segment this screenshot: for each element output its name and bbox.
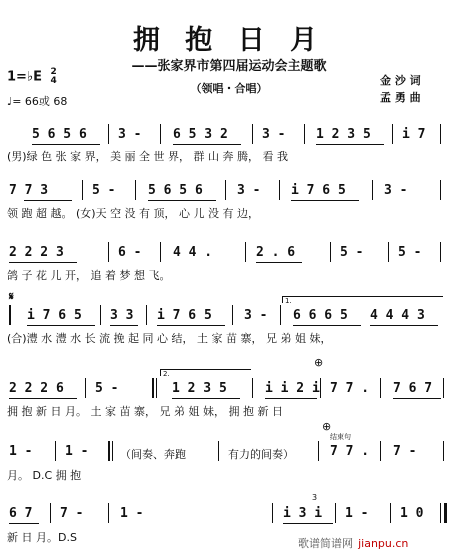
lyrics-line-4: (合)澧 水 澧 水 长 流 挽 起 同 心 结， 土 家 苗 寨， 兄 弟 姐 妹， <box>7 332 332 345</box>
measure-7-5: 1 - <box>345 506 369 521</box>
song-subtitle: ——张家界市第四届运动会主题歌 <box>131 59 327 74</box>
measure-5-1: 2 2 2 6 <box>9 381 64 396</box>
volta-2 <box>160 369 251 376</box>
volta-1 <box>282 296 443 303</box>
watermark-text: 歌谱简谱网 <box>298 537 353 550</box>
measure-7-1: 6 7 <box>9 506 33 521</box>
measure-4-1: i 7 6 5 <box>27 308 82 323</box>
measure-1-3: 6 5 3 2 <box>173 127 228 142</box>
key-signature <box>7 68 57 86</box>
performance-form: （领唱・合唱） <box>190 82 268 95</box>
volta-1-label: 1. <box>285 297 292 305</box>
measure-6-5: 7 7 . <box>330 444 370 459</box>
time-signature <box>50 68 56 86</box>
interlude-text-1: （间奏、奔跑 <box>120 448 186 461</box>
measure-2-4: 3 - <box>237 183 261 198</box>
measure-3-4: 2 . 6 <box>256 245 296 260</box>
measure-2-3: 5 6 5 6 <box>148 183 203 198</box>
time-top: 2 <box>50 67 57 77</box>
measure-7-3: 1 - <box>120 506 144 521</box>
composer-credit: 孟 勇 曲 <box>380 91 421 104</box>
measure-3-6: 5 - <box>398 245 422 260</box>
lyrics-line-7: 新 日 月。D.S <box>7 531 77 544</box>
measure-1-2: 3 - <box>118 127 142 142</box>
coda-label: 结束句 <box>330 433 351 441</box>
lyrics-line-3: 鸽 子 花 儿 开， 追 着 梦 想 飞。 <box>7 269 171 282</box>
measure-2-1: 7 7 3 <box>9 183 49 198</box>
volta-2-label: 2. <box>163 370 170 378</box>
measure-7-2: 7 - <box>60 506 84 521</box>
measure-1-6: i 7 <box>402 127 426 142</box>
measure-5-2: 5 - <box>95 381 119 396</box>
measure-6-1: 1 - <box>9 444 33 459</box>
measure-7-6: 1 0 <box>400 506 424 521</box>
measure-3-1: 2 2 2 3 <box>9 245 64 260</box>
measure-6-2: 1 - <box>65 444 89 459</box>
interlude-text-2: 有力的间奏） <box>228 448 294 461</box>
measure-7-4: i 3 i <box>283 506 323 521</box>
measure-2-2: 5 - <box>92 183 116 198</box>
coda-icon: ⊕ <box>314 356 324 369</box>
time-bottom: 4 <box>50 76 57 86</box>
lyricist-credit: 金 沙 词 <box>380 74 421 87</box>
triplet-mark: 3 <box>312 493 318 502</box>
segno-icon: 𝄋 <box>9 290 14 303</box>
measure-3-5: 5 - <box>340 245 364 260</box>
coda-icon-2: ⊕ <box>322 420 332 433</box>
measure-4-3: i 7 6 5 <box>157 308 212 323</box>
measure-1-4: 3 - <box>262 127 286 142</box>
watermark <box>298 532 408 551</box>
measure-6-6: 7 - <box>393 444 417 459</box>
measure-4-6: 4 4 4 3 <box>370 308 425 323</box>
measure-4-2: 3 3 <box>110 308 134 323</box>
measure-5-3: 1 2 3 5 <box>172 381 227 396</box>
measure-3-2: 6 - <box>118 245 142 260</box>
lyrics-line-6: 月。 D.C 拥 抱 <box>7 469 82 482</box>
measure-3-3: 4 4 . <box>173 245 213 260</box>
lyrics-line-1: (男)绿 色 张 家 界， 美 丽 全 世 界， 群 山 奔 腾， 看 我 <box>7 150 289 163</box>
measure-5-6: 7 6 7 <box>393 381 433 396</box>
key-label: 1=♭E <box>7 69 42 85</box>
measure-1-1: 5 6 5 6 <box>32 127 87 142</box>
song-title: 拥 抱 日 月 <box>132 25 326 56</box>
tempo-marking: ♩= 66或 68 <box>7 95 68 108</box>
measure-1-5: 1 2 3 5 <box>316 127 371 142</box>
measure-5-4: i i 2 i <box>265 381 320 396</box>
measure-2-5: i 7 6 5 <box>291 183 346 198</box>
measure-2-6: 3 - <box>384 183 408 198</box>
lyrics-line-2: 领 跑 超 越。 (女)天 空 没 有 顶， 心 儿 没 有 边， <box>7 207 260 220</box>
lyrics-line-5: 拥 抱 新 日 月。 土 家 苗 寨， 兄 弟 姐 妹， 拥 抱 新 日 <box>7 405 283 418</box>
measure-5-5: 7 7 . <box>330 381 370 396</box>
watermark-url: jianpu.cn <box>358 537 409 550</box>
measure-4-5: 6 6 6 5 <box>293 308 348 323</box>
measure-4-4: 3 - <box>244 308 268 323</box>
